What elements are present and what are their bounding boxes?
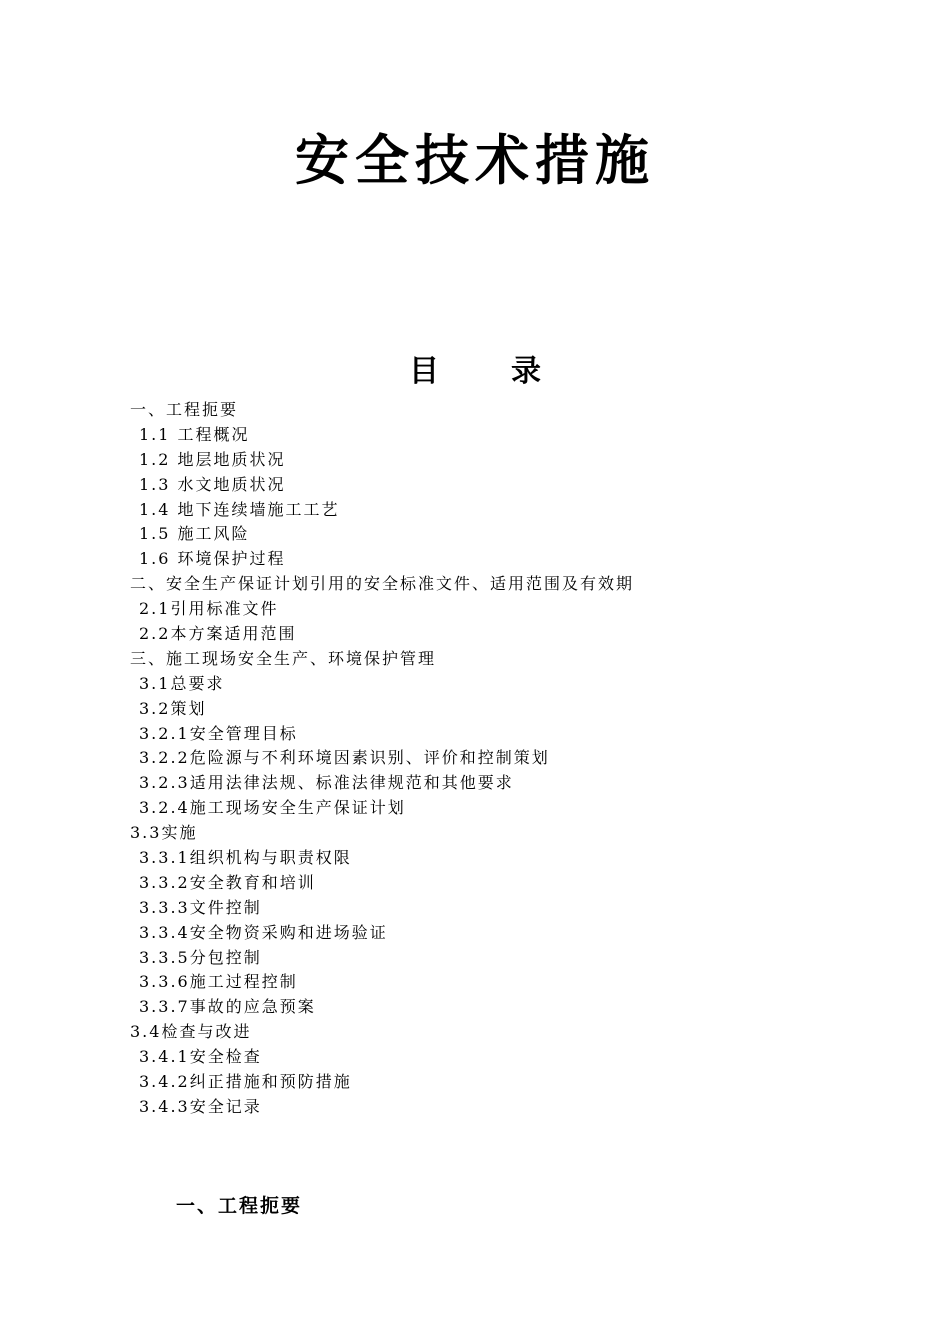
toc-entry[interactable]: 1.2 地层地质状况 — [139, 449, 286, 469]
toc-entry[interactable]: 2.1引用标准文件 — [139, 599, 279, 619]
toc-entry[interactable]: 1.6 环境保护过程 — [139, 549, 286, 569]
toc-entry[interactable]: 1.4 地下连续墙施工工艺 — [139, 499, 340, 519]
toc-entry[interactable]: 1.3 水文地质状况 — [139, 474, 286, 494]
toc-entry[interactable]: 3.3.1组织机构与职责权限 — [139, 848, 352, 868]
toc-entry[interactable]: 3.2.3适用法律法规、标准法律规范和其他要求 — [139, 773, 514, 793]
section-heading: 一、工程扼要 — [176, 1195, 303, 1217]
toc-entry[interactable]: 3.1总要求 — [139, 673, 225, 693]
toc-heading-left: 目 — [409, 354, 439, 389]
toc-entry[interactable]: 3.3.7事故的应急预案 — [139, 997, 316, 1017]
toc-entry[interactable]: 3.3.5分包控制 — [139, 947, 262, 967]
toc-entry[interactable]: 3.2.4施工现场安全生产保证计划 — [139, 798, 406, 818]
toc-entry[interactable]: 3.2策划 — [139, 698, 207, 718]
toc-entry[interactable]: 3.3.6施工过程控制 — [139, 972, 298, 992]
toc-entry[interactable]: 3.4检查与改进 — [130, 1022, 252, 1042]
toc-entry[interactable]: 3.3.4安全物资采购和进场验证 — [139, 922, 388, 942]
toc-entry[interactable]: 3.2.1安全管理目标 — [139, 723, 298, 743]
toc-entry[interactable]: 一、工程扼要 — [130, 400, 239, 419]
toc-entry[interactable]: 3.3实施 — [130, 823, 198, 843]
toc-entry[interactable]: 3.4.2纠正措施和预防措施 — [139, 1072, 352, 1092]
toc-entry[interactable]: 二、安全生产保证计划引用的安全标准文件、适用范围及有效期 — [130, 574, 635, 594]
toc-entry[interactable]: 1.5 施工风险 — [139, 524, 250, 544]
document-title: 安全技术措施 — [295, 129, 655, 192]
toc-entry[interactable]: 3.2.2危险源与不利环境因素识别、评价和控制策划 — [139, 748, 550, 768]
toc-heading — [0, 352, 950, 392]
toc-entry[interactable]: 三、施工现场安全生产、环境保护管理 — [130, 648, 437, 668]
toc-entry[interactable]: 3.4.1安全检查 — [139, 1047, 262, 1067]
table-of-contents — [130, 398, 850, 1120]
toc-entry[interactable]: 3.4.3安全记录 — [139, 1096, 262, 1116]
toc-heading-right: 录 — [511, 354, 541, 389]
toc-entry[interactable]: 1.1 工程概况 — [139, 424, 250, 444]
toc-entry[interactable]: 3.3.2安全教育和培训 — [139, 872, 316, 892]
toc-entry[interactable]: 3.3.3文件控制 — [139, 897, 262, 917]
toc-entry[interactable]: 2.2本方案适用范围 — [139, 624, 297, 644]
